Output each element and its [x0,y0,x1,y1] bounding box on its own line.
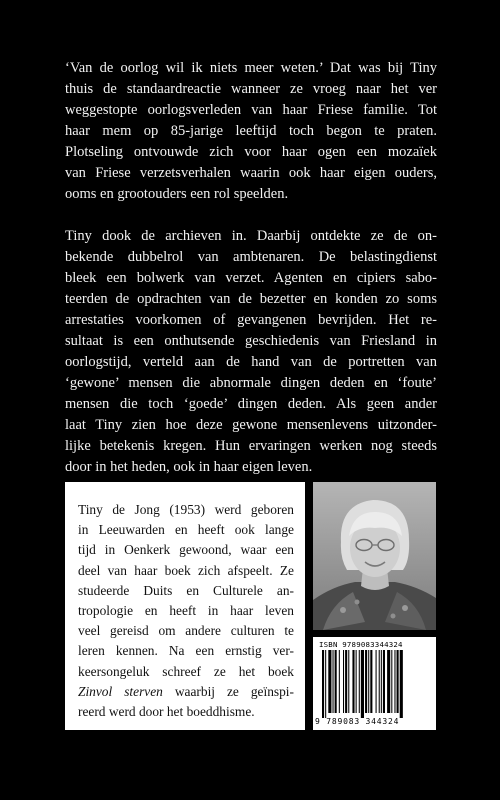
blurb-paragraph-2-line: ‘gewone’ mensen die abnormale dingen deden en ‘foute’ [65,375,437,391]
author-bio-line: in Leeuwarden en heeft ook lange [78,522,294,538]
barcode-bar [348,650,349,713]
barcode-bar [365,650,367,713]
blurb-paragraph-1-line: Plotseling ontvouwde zich voor haar ogen een mozaïek [65,144,437,160]
barcode-bar [368,650,369,713]
author-photo [313,482,436,630]
author-bio-text [78,500,294,722]
barcode-bar [352,650,354,713]
blurb-paragraph-2-line: door in het heden, ook in haar eigen leven. [65,459,313,475]
blurb-paragraph-2-line: teerden de opdrachten van de bezetter en konden zo soms [65,291,437,307]
author-portrait-image [313,482,436,630]
barcode-bar [359,650,360,713]
blurb-paragraph-2-line: arrestaties voorkomen of gevangenen bevrijden. Het re- [65,312,437,328]
blurb-paragraph-2-line: mensen die toch ‘goede’ dingen deden. Als geen ander [65,396,437,412]
barcode-digits: 9 789083 344324 [315,717,400,726]
blurb-paragraph-1-line: thuis de standaardreactie wanneer ze vroeg naar het ver [65,81,437,97]
barcode-bar [356,650,357,713]
author-bio-line: leren kennen. Na een ernstig ver- [78,643,294,659]
barcode-bar [370,650,372,713]
book-title: Zinvol sterven [78,683,163,699]
barcode-bar [339,650,340,713]
blurb-paragraph-2-line: Tiny dook de archieven in. Daarbij ontdekte ze de on- [65,228,437,244]
blurb-paragraph-1-line: ‘Van de oorlog wil ik niets meer weten.’ Dat was bij Tiny [65,60,437,76]
barcode-bar [387,650,390,713]
author-bio-line: deel van haar boek zich afspeelt. Ze [78,562,294,578]
author-bio-line: tropologie en heeft in haar leven [78,603,294,619]
author-bio-line: Zinvol sterven waarbij ze geïnspi- [78,683,294,699]
barcode-bar [376,650,377,713]
barcode-bar [379,650,380,713]
author-bio-line: keersongeluk schreef ze het boek [78,663,294,679]
barcode-bar [400,650,403,718]
barcode-bar [345,650,347,713]
blurb-paragraph-1-line: van Friese verzetsverhalen waarin ook haar eigen ouders, [65,165,437,181]
isbn-barcode [313,637,436,730]
author-bio-line: tijd in Oenkerk gewoond, waar een [78,542,294,558]
barcode-bar [343,650,344,713]
author-bio-line: veel gereisd om andere culturen te [78,623,294,639]
barcode-bar [397,650,399,713]
barcode-bar [335,650,337,713]
blurb-paragraph-1-line: weggestopte oorlogsverleden van haar Friese familie. Tot [65,102,437,118]
author-bio-line: Tiny de Jong (1953) werd geboren [78,502,294,517]
barcode-bar [325,650,326,718]
blurb-paragraph-2-line: oorlogstijd, verteld aan de hand van de portretten van [65,354,437,370]
blurb-paragraph-2-line: bekende dubbelrol van ambtenaren. De belastingdienst [65,249,437,265]
barcode-bar [328,650,331,713]
blurb-paragraph-2-line: laat Tiny zien hoe deze gewone mensenlevens uitzonder- [65,417,437,433]
isbn-label: ISBN 9789083344324 [319,640,403,649]
author-bio-line: reerd werd door het boeddhisme. [78,704,255,720]
author-bio-line: studeerde Duits en Culturele an- [78,582,294,598]
back-cover-blurb-paragraph-1 [65,58,437,205]
back-cover-blurb-paragraph-2 [65,226,437,478]
barcode-bar [394,650,395,713]
blurb-paragraph-2-line: lijke betekenis kregen. Hun ervaringen werken nog steeds [65,438,437,454]
blurb-paragraph-2-line: sultaat is een onthutsende geschiedenis van Friesland in [65,333,437,349]
barcode-bar [333,650,334,713]
author-bio-panel [65,482,305,730]
blurb-paragraph-2-line: bleek een bolwerk van verzet. Agenten en cipiers sabo- [65,270,437,286]
blurb-paragraph-1-line: ooms en grootouders een rol speelden. [65,186,289,202]
blurb-paragraph-1-line: haar mem op 85-jarige leeftijd toch begon te praten. [65,123,437,139]
barcode-bar [383,650,385,713]
barcode-bar [381,650,382,713]
barcode-bar [391,650,392,713]
barcode-bars [322,650,428,718]
barcode-bar [322,650,324,718]
barcode-bar [361,650,364,718]
